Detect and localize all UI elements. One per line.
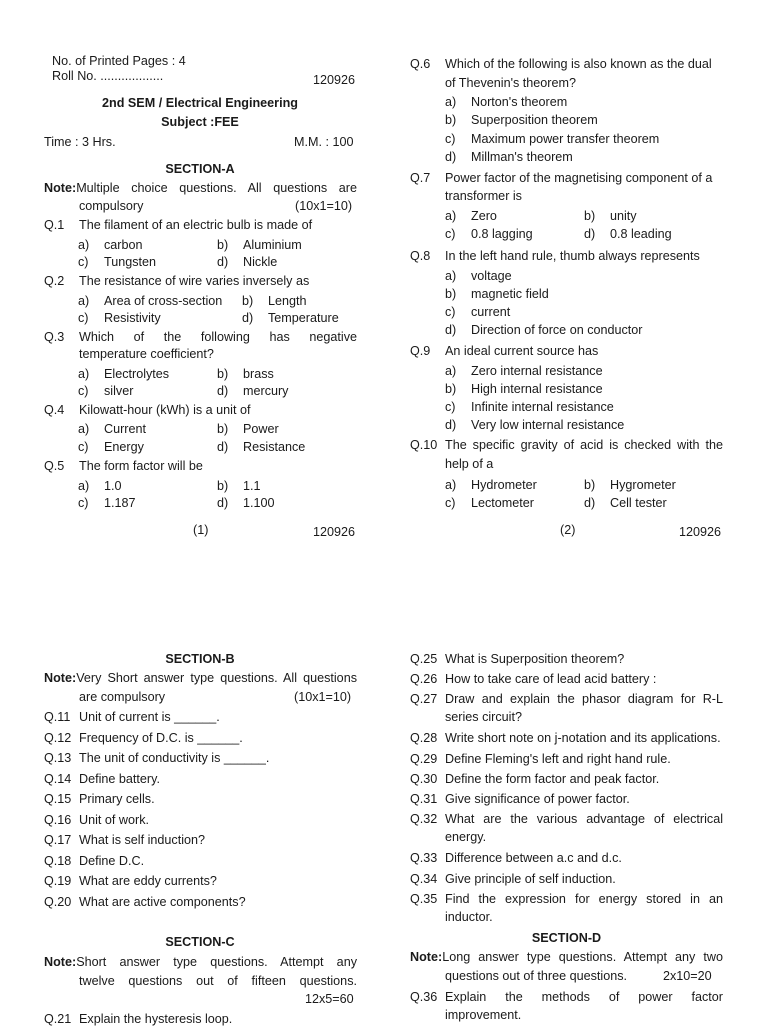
question-text: Which of the following is also known as the dual	[445, 57, 712, 71]
section-c-questions-continued: Q.25 What is Superposition theorem? Q.26 How to take care of lead acid battery : Q.27 Draw and explain the phasor diagram for R-L series circuit? Q.28 Write short note on j-notation and its applications. Q.29 Define Fleming's left and right hand rule. Q.30 Define the form factor and peak factor. Q.31 Give significance of power factor. Q.32 What are the various advantage of electrical energy. Q.33 Difference between a.c and d.c. Q.34 Give principle of self induction. Q.35 Find the expression for energy stored in an inductor.	[410, 652, 740, 927]
option-c: c) Tungsten	[78, 255, 157, 269]
question-9	[410, 344, 740, 439]
section-d-note-2: questions out of three questions.	[445, 969, 628, 983]
question-text: The resistance of wire varies inversely as	[79, 274, 310, 288]
option-a: a) Zero	[445, 209, 497, 223]
page-1-code: 120926	[313, 525, 356, 539]
option-d: d) 1.100	[217, 496, 275, 510]
exam-title: 2nd SEM / Electrical Engineering	[102, 96, 298, 110]
paper-code: 120926	[313, 73, 356, 87]
section-b-note-2: are compulsory	[79, 690, 166, 704]
question-10	[410, 438, 740, 513]
question-text: The specific gravity of acid is checked with the	[445, 438, 723, 452]
question-36: Q.36 Explain the methods of power factor improvement.	[410, 990, 723, 1022]
option-d: d) mercury	[217, 384, 289, 398]
section-a-note	[44, 181, 357, 195]
question-text: Power factor of the magnetising component of a	[445, 171, 713, 185]
option-a: a) Zero internal resistance	[445, 364, 603, 378]
option-b: b) Hygrometer	[584, 478, 676, 492]
question-number: Q.2	[44, 274, 65, 288]
question-text-2: temperature coefficient?	[79, 347, 214, 361]
section-d-title: SECTION-D	[531, 931, 602, 945]
page-1-number: (1)	[193, 523, 209, 537]
option-d: d) Resistance	[217, 440, 306, 454]
option-a: a) Hydrometer	[445, 478, 537, 492]
note-text: Very Short answer type questions. All questions	[76, 671, 357, 685]
page-2-code: 120926	[679, 525, 722, 539]
question-number: Q.5	[44, 459, 65, 473]
question-number: Q.3	[44, 330, 65, 344]
question-4	[44, 403, 364, 453]
question-text: The filament of an electric bulb is made of	[79, 218, 313, 232]
option-c: c) 1.187	[78, 496, 136, 510]
option-c: c) Resistivity	[78, 311, 161, 325]
question-text-2: transformer is	[445, 189, 522, 203]
option-b: b) unity	[584, 209, 637, 223]
subject-title: Subject :FEE	[161, 115, 239, 129]
section-b-marks: (10x1=10)	[294, 690, 352, 704]
question-32: Q.32 What are the various advantage of electrical energy.	[410, 812, 723, 844]
option-b: b) High internal resistance	[445, 382, 603, 396]
section-a-title: SECTION-A	[165, 162, 235, 176]
question-text: In the left hand rule, thumb always represents	[445, 249, 700, 263]
question-number: Q.4	[44, 403, 65, 417]
option-a: a) voltage	[445, 269, 512, 283]
option-d: d) Temperature	[242, 311, 339, 325]
question-3	[44, 330, 364, 400]
question-text-2: help of a	[445, 457, 494, 471]
option-d: d) 0.8 leading	[584, 227, 672, 241]
option-c: c) Energy	[78, 440, 144, 454]
question-number: Q.1	[44, 218, 65, 232]
section-c-note	[44, 955, 357, 969]
option-d: d) Nickle	[217, 255, 278, 269]
note-text: Multiple choice questions. All questions are	[76, 181, 357, 195]
section-c-note-2: twelve questions out of fifteen questions.	[79, 974, 357, 988]
note-label: Note:	[44, 955, 77, 969]
exam-time: Time : 3 Hrs.	[44, 135, 116, 149]
question-6	[410, 57, 740, 167]
note-marks: (10x1=10)	[295, 199, 353, 213]
question-number: Q.8	[410, 249, 431, 263]
option-d: d) Millman's theorem	[445, 150, 573, 164]
question-number: Q.6	[410, 57, 431, 71]
question-2	[44, 274, 364, 324]
question-35: Q.35 Find the expression for energy stored in an inductor.	[410, 892, 723, 924]
question-5	[44, 459, 364, 514]
option-c: c) current	[445, 305, 511, 319]
option-a: a) Area of cross-section	[78, 294, 223, 308]
question-text: An ideal current source has	[445, 344, 599, 358]
option-c: c) silver	[78, 384, 134, 398]
question-7	[410, 171, 740, 246]
question-text: Kilowatt-hour (kWh) is a unit of	[79, 403, 251, 417]
option-a: a) carbon	[78, 238, 143, 252]
option-c: c) Infinite internal resistance	[445, 400, 614, 414]
question-text: The form factor will be	[79, 459, 203, 473]
note-label: Note:	[44, 181, 77, 195]
page-2-number: (2)	[560, 523, 576, 537]
section-b-questions: Q.11 Unit of current is ______. Q.12 Frequency of D.C. is ______. Q.13 The unit of conductivity is ______. Q.14 Define battery. Q.15 Primary cells. Q.16 Unit of work. Q.17 What is self induction? Q.18 Define D.C. Q.19 What are eddy currents? Q.20 What are active components?	[44, 710, 270, 909]
option-c: c) Lectometer	[445, 496, 534, 510]
option-b: b) Aluminium	[217, 238, 302, 252]
note-text-2: compulsory	[79, 199, 144, 213]
question-number: Q.7	[410, 171, 431, 185]
option-c: c) 0.8 lagging	[445, 227, 533, 241]
question-text: Which of the following has negative	[79, 330, 357, 344]
note-label: Note:	[44, 671, 77, 685]
option-a: a) Electrolytes	[78, 367, 170, 381]
note-text: Long answer type questions. Attempt any two	[442, 950, 723, 964]
option-c: c) Maximum power transfer theorem	[445, 132, 660, 146]
option-d: d) Direction of force on conductor	[445, 323, 643, 337]
option-b: b) Superposition theorem	[445, 113, 598, 127]
question-text-2: of Thevenin's theorem?	[445, 76, 576, 90]
note-text: Short answer type questions. Attempt any	[76, 955, 357, 969]
question-8	[410, 249, 740, 344]
question-27: Q.27 Draw and explain the phasor diagram for R-L series circuit?	[410, 692, 723, 724]
option-d: d) Very low internal resistance	[445, 418, 625, 432]
option-a: a) Norton's theorem	[445, 95, 568, 109]
section-b-note	[44, 671, 357, 685]
option-b: b) Length	[242, 294, 307, 308]
option-b: b) brass	[217, 367, 274, 381]
section-c-marks: 12x5=60	[305, 992, 354, 1006]
option-a: a) 1.0	[78, 479, 122, 493]
option-b: b) magnetic field	[445, 287, 549, 301]
section-c-title: SECTION-C	[165, 935, 235, 949]
max-marks: M.M. : 100	[294, 135, 354, 149]
option-a: a) Current	[78, 422, 146, 436]
note-label: Note:	[410, 950, 443, 964]
section-d-marks: 2x10=20	[663, 969, 712, 983]
option-b: b) 1.1	[217, 479, 261, 493]
printed-pages: No. of Printed Pages : 4	[52, 54, 186, 68]
roll-no: Roll No. ..................	[52, 69, 164, 83]
question-21: Q.21 Explain the hysteresis loop.	[44, 1012, 233, 1026]
section-d-note	[410, 950, 723, 964]
option-b: b) Power	[217, 422, 279, 436]
question-1	[44, 218, 364, 268]
option-d: d) Cell tester	[584, 496, 667, 510]
section-b-title: SECTION-B	[165, 652, 235, 666]
question-number: Q.9	[410, 344, 431, 358]
question-number: Q.10	[410, 438, 438, 452]
